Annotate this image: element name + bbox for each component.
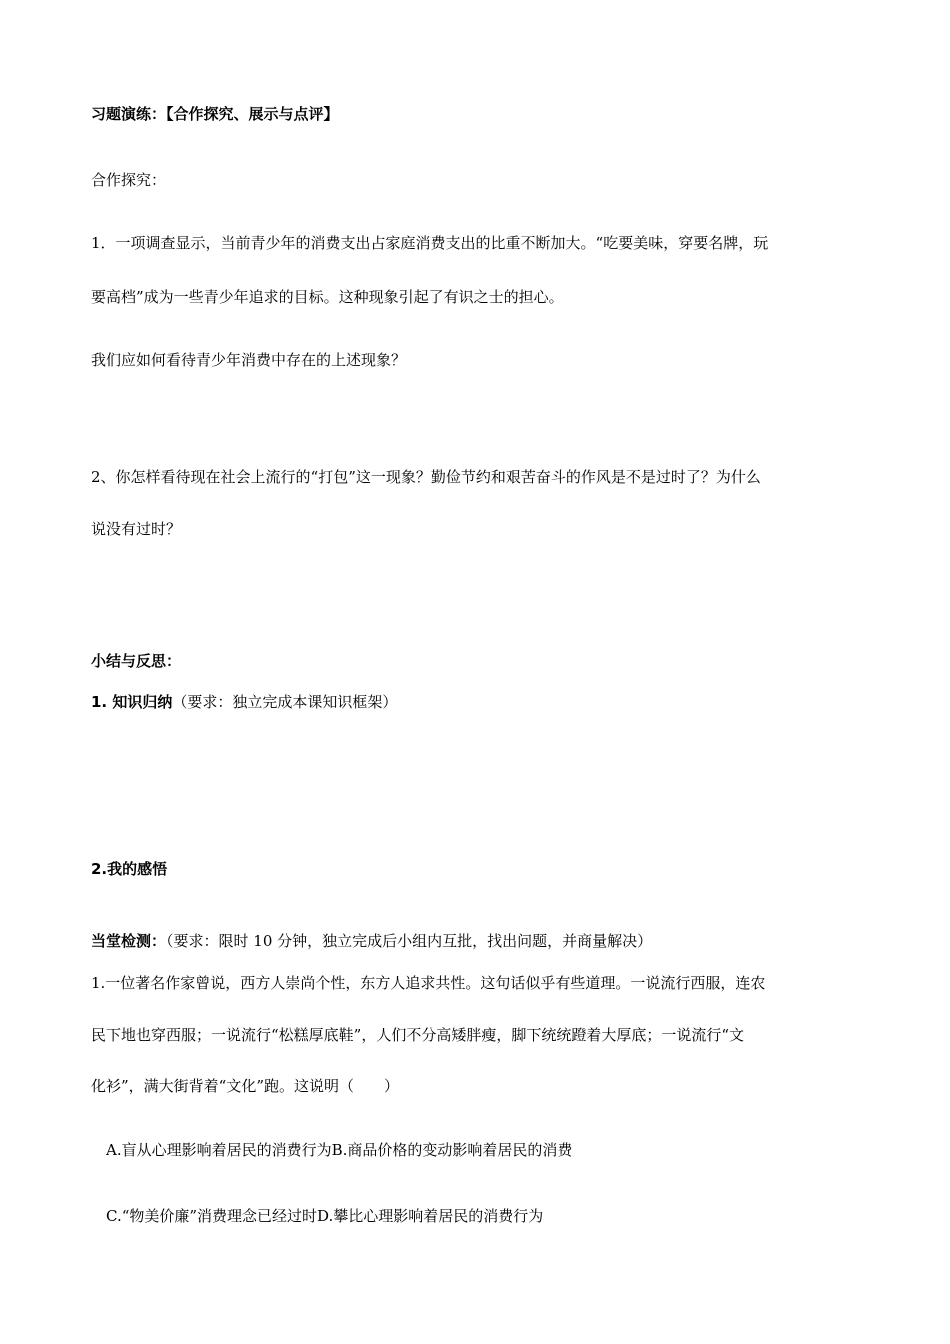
test-option-cd: C.“物美价廉”消费理念已经过时D.攀比心理影响着居民的消费行为 <box>106 1207 544 1225</box>
summary-heading: 小结与反思： <box>91 652 182 670</box>
summary-item1 <box>91 692 397 712</box>
q2-line2: 说没有过时？ <box>91 520 182 538</box>
test-heading <box>91 931 652 951</box>
test-heading-label: 当堂检测： <box>91 932 167 950</box>
exercise-heading: 习题演练：【合作探究、展示与点评】 <box>91 105 339 123</box>
test-heading-note: （要求：限时 10 分钟，独立完成后小组内互批，找出问题，并商量解决） <box>166 932 653 950</box>
coop-label: 合作探究： <box>91 171 167 189</box>
test-q1-line2: 民下地也穿西服；一说流行“松糕厚底鞋”，人们不分高矮胖瘦，脚下统统蹬着大厚底；一说流行“文 <box>91 1026 745 1044</box>
q1-line1: 1．一项调查显示，当前青少年的消费支出占家庭消费支出的比重不断加大。“吃要美味，穿要名牌，玩 <box>91 234 769 252</box>
test-q1-line1: 1.一位著名作家曾说，西方人崇尚个性，东方人追求共性。这句话似乎有些道理。一说流行西服，连农 <box>91 974 766 992</box>
summary-item1-label: 1. 知识归纳 <box>91 693 173 711</box>
test-option-ab: A.盲从心理影响着居民的消费行为B.商品价格的变动影响着居民的消费 <box>106 1141 573 1159</box>
q2-line1: 2、你怎样看待现在社会上流行的“打包”这一现象？勤俭节约和艰苦奋斗的作风是不是过时了？为什么 <box>91 468 761 486</box>
q1-question: 我们应如何看待青少年消费中存在的上述现象？ <box>91 351 407 369</box>
summary-item2: 2.我的感悟 <box>91 860 168 878</box>
q1-line2: 要高档”成为一些青少年追求的目标。这种现象引起了有识之士的担心。 <box>91 288 564 306</box>
summary-item1-note: （要求：独立完成本课知识框架） <box>172 693 398 711</box>
test-q1-line3: 化衫”，满大街背着“文化”跑。这说明（ ） <box>91 1077 400 1095</box>
